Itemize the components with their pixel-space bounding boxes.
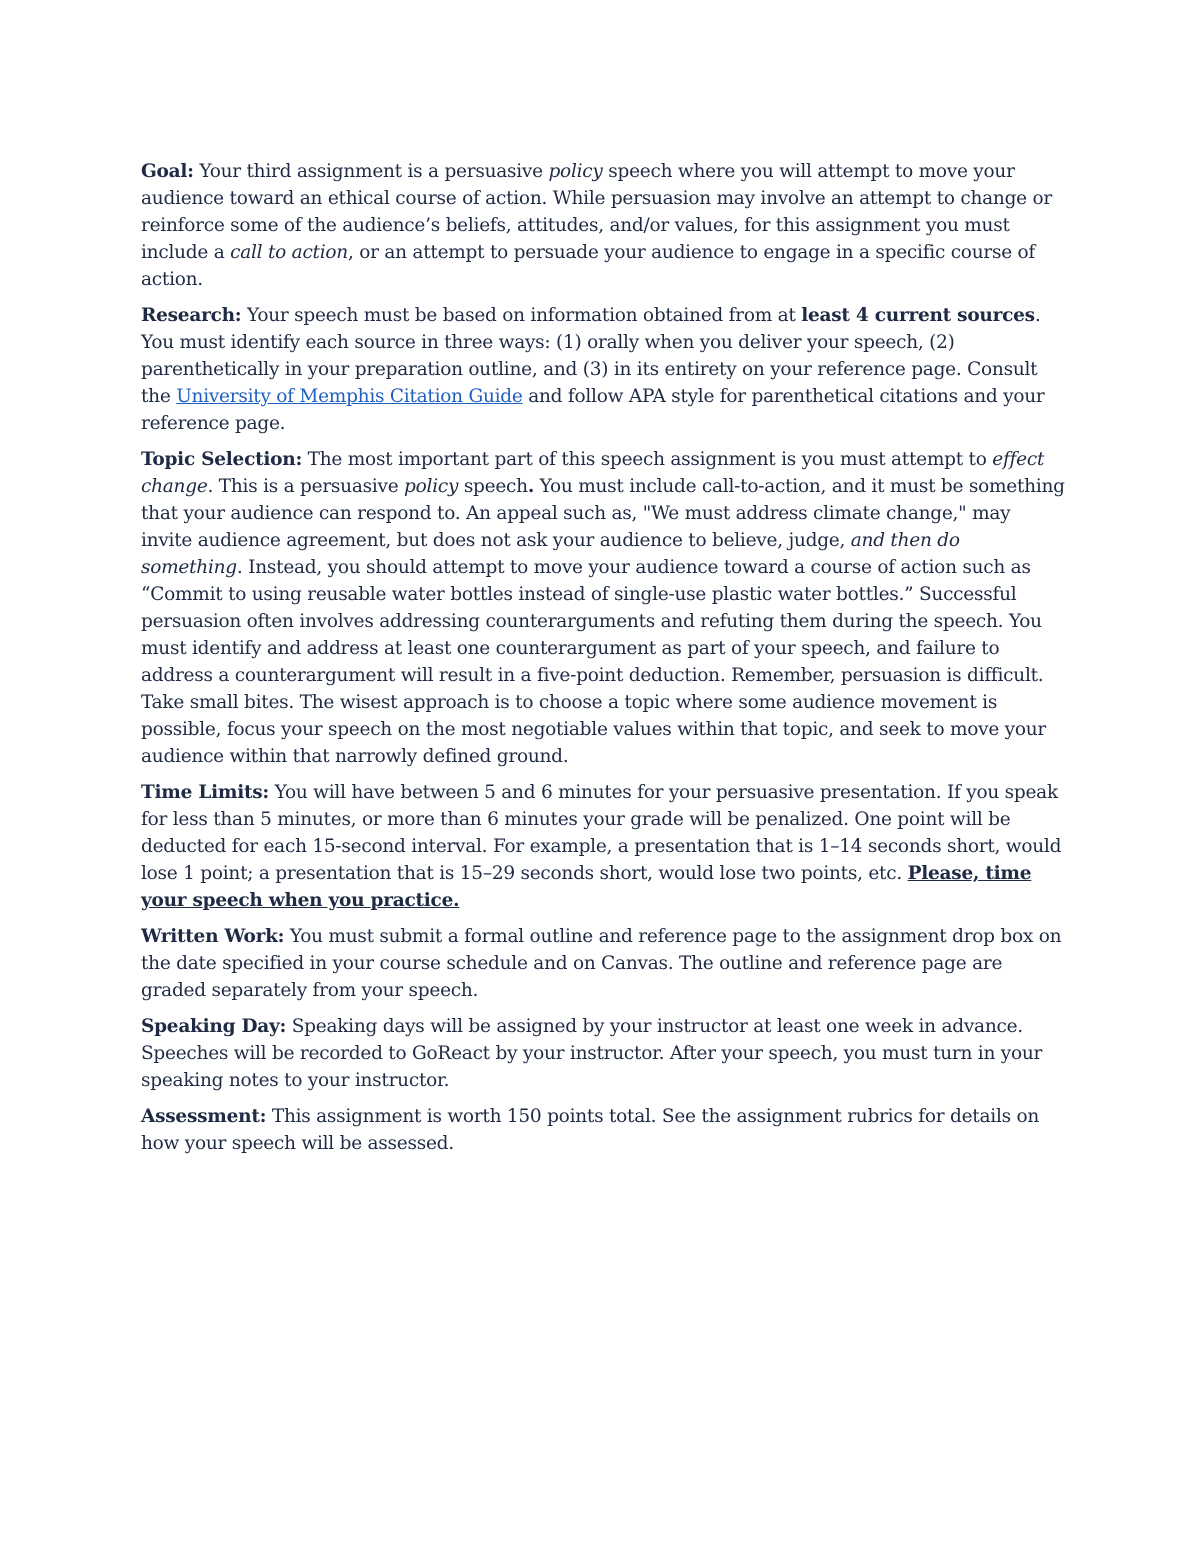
topic-paragraph bbox=[141, 446, 1066, 770]
written-work-text: You must submit a formal outline and reference page to the assignment drop box on the date specified in your course schedule and on Canvas. The outline and reference page are graded separately from your speech. bbox=[141, 926, 1062, 1001]
assessment-paragraph bbox=[141, 1103, 1066, 1157]
topic-text-3: speech bbox=[458, 476, 528, 497]
topic-text-2: . This is a persuasive bbox=[207, 476, 405, 497]
goal-italic-call-to-action: call to action bbox=[230, 242, 348, 263]
research-heading: Research: bbox=[141, 305, 242, 326]
assignment-document bbox=[141, 158, 1066, 1166]
speaking-day-paragraph bbox=[141, 1013, 1066, 1094]
goal-heading: Goal: bbox=[141, 161, 194, 182]
time-limits-text: You will have between 5 and 6 minutes for your persuasive presentation. If you speak for less than 5 minutes, or more than 6 minutes your grade will be penalized. One point will be deducted for each 15-second interval. For example, a presentation that is 1–14 seconds short, would lose 1 point; a presentation that is 15–29 seconds short, would lose two points, etc. bbox=[141, 782, 1062, 884]
goal-paragraph bbox=[141, 158, 1066, 293]
speaking-day-text: Speaking days will be assigned by your instructor at least one week in advance. Speeches will be recorded to GoReact by your instructor. After your speech, you must turn in your speaking notes to your instructor. bbox=[141, 1016, 1043, 1091]
time-limits-paragraph bbox=[141, 779, 1066, 914]
topic-italic-effect-change: effect change bbox=[141, 449, 1045, 497]
topic-bold-period: . bbox=[527, 476, 535, 497]
goal-text-1: Your third assignment is a persuasive bbox=[193, 161, 549, 182]
topic-text-5: . Instead, you should attempt to move your audience toward a course of action such as “Commit to using reusable water bottles instead of single-use plastic water bottles.” Successful persuasion often involves addressing counterarguments and refuting them during the speech. You must identify and address at least one counterargument as part of your speech, and failure to address a counterargument will result in a five-point deduction. Remember, persuasion is difficult. Take small bites. The wisest approach is to choose a topic where some audience movement is possible, focus your speech on the most negotiable values within that topic, and seek to move your audience within that narrowly defined ground. bbox=[141, 557, 1047, 767]
research-text-3: and follow APA style for parenthetical citations and your reference page. bbox=[141, 386, 1045, 434]
goal-text-3: , or an attempt to persuade your audience to engage in a specific course of action. bbox=[141, 242, 1036, 290]
research-paragraph bbox=[141, 302, 1066, 437]
goal-text-2: speech where you will attempt to move your audience toward an ethical course of action. While persuasion may involve an attempt to change or reinforce some of the audience’s beliefs, attitudes, and/or values, for this assignment you must include a bbox=[141, 161, 1052, 263]
written-work-heading: Written Work: bbox=[141, 926, 285, 947]
goal-italic-policy: policy bbox=[548, 161, 603, 182]
assessment-text: This assignment is worth 150 points total. See the assignment rubrics for details on how your speech will be assessed. bbox=[141, 1106, 1040, 1154]
research-bold-sources: least 4 current sources bbox=[801, 305, 1035, 326]
topic-italic-then-do: and then do something bbox=[141, 530, 960, 578]
assessment-heading: Assessment: bbox=[141, 1106, 267, 1127]
topic-heading: Topic Selection: bbox=[141, 449, 303, 470]
written-work-paragraph bbox=[141, 923, 1066, 1004]
topic-text-1: The most important part of this speech assignment is you must attempt to bbox=[302, 449, 993, 470]
citation-guide-link[interactable]: University of Memphis Citation Guide bbox=[176, 386, 523, 407]
topic-italic-policy: policy bbox=[404, 476, 459, 497]
research-text-2: . You must identify each source in three ways: (1) orally when you deliver your speech, (2) parenthetically in your preparation outline, and (3) in its entirety on your reference page. Consult the bbox=[141, 305, 1041, 407]
speaking-day-heading: Speaking Day: bbox=[141, 1016, 287, 1037]
topic-text-4: You must include call-to-action, and it must be something that your audience can respond to. An appeal such as, "We must address climate change," may invite audience agreement, but does not ask your audience to believe, judge, bbox=[141, 476, 1065, 551]
research-text-1: Your speech must be based on information obtained from at bbox=[241, 305, 802, 326]
time-limits-heading: Time Limits: bbox=[141, 782, 270, 803]
time-limits-practice-note: Please, time your speech when you practice. bbox=[141, 863, 1032, 911]
